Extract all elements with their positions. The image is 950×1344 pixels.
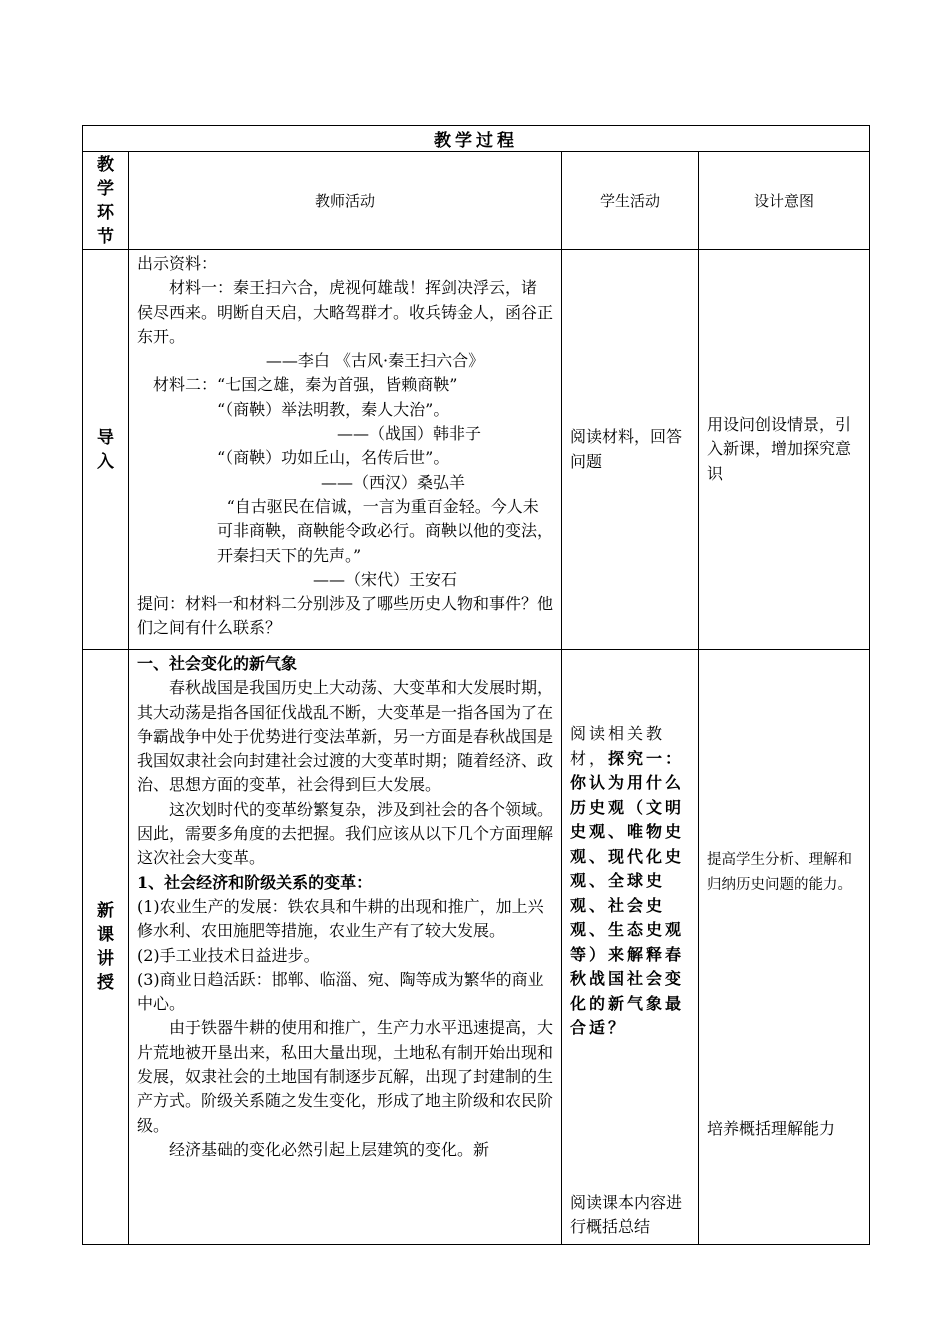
stage-intro-char: 入 xyxy=(97,451,114,472)
material-one: 材料一：秦王扫六合，虎视何雄哉！挥剑决浮云，诸侯尽西来。明断自天启，大略驾群才。收兵铸金人，函谷正东开。 xyxy=(137,278,554,346)
stage-intro xyxy=(83,250,129,650)
stage-new-lesson-char: 新 xyxy=(97,900,114,921)
list-item: (3)商业日趋活跃：邯郸、临淄、宛、陶等成为繁华的商业中心。 xyxy=(137,969,544,1014)
student-read-instruction: 阅读相关教材，探究一：你认为用什么历史观（文明史观、唯物史观、现代化史观、全球史观、社会史观、生态史观等）来解释春秋战国社会变化的新气象最合适？ xyxy=(570,724,685,1037)
header-student-activity: 学生活动 xyxy=(562,152,699,250)
header-stage-char: 教 xyxy=(97,154,114,175)
intent-analysis: 提高学生分析、理解和归纳历史问题的能力。 xyxy=(707,852,852,893)
stage-intro-char: 导 xyxy=(97,427,114,448)
student-summary-task: 阅读课本内容进行概括总结 xyxy=(570,1192,683,1236)
header-stage-char: 学 xyxy=(97,178,114,199)
paragraph: 这次划时代的变革纷繁复杂，涉及到社会的各个领域。因此，需要多角度的去把握。我们应该从以下几个方面理解这次社会大变革。 xyxy=(137,799,554,868)
inquiry-question: 探究一：你认为用什么历史观（文明史观、唯物史观、现代化史观、全球史观、社会史观、生态史观等）来解释春秋战国社会变化的新气象最合适？ xyxy=(570,748,685,1037)
intro-student-activity: 阅读材料，回答问题 xyxy=(562,250,699,650)
stage-new-lesson xyxy=(83,650,129,1245)
header-design-intent: 设计意图 xyxy=(699,152,870,250)
material-two-quote: “（商鞅）举法明教，秦人大治”。 xyxy=(217,399,450,419)
material-two-source: ——（宋代）王安石 xyxy=(313,569,458,589)
paragraph: 春秋战国是我国历史上大动荡、大变革和大发展时期，其大动荡是指各国征伐战乱不断，大变革是一指各国为了在争霸战争中处于优势进行变法革新，另一方面是春秋战国是我国奴隶社会向封建社会过渡的大变革时期；随着经济、政治、思想方面的变革，社会得到巨大发展。 xyxy=(137,678,554,795)
material-two-source: ——（西汉）桑弘羊 xyxy=(321,472,466,492)
material-two: 材料二：“七国之雄，秦为首强，皆赖商鞅” xyxy=(153,375,458,395)
new-lesson-student-activity xyxy=(562,650,699,1245)
section-heading: 一、社会变化的新气象 xyxy=(137,654,298,673)
material-two-quote: “（商鞅）功如丘山，名传后世”。 xyxy=(217,448,450,468)
table-title: 教学过程 xyxy=(83,126,870,152)
paragraph: 经济基础的变化必然引起上层建筑的变化。新 xyxy=(169,1139,490,1159)
paragraph: 由于铁器牛耕的使用和推广，生产力水平迅速提高，大片荒地被开垦出来，私田大量出现，土地私有制开始出现和发展，奴隶社会的土地国有制逐步瓦解，出现了封建制的生产方式。阶级关系随之发生变化，形成了地主阶级和农民阶级。 xyxy=(137,1018,554,1135)
teaching-process-table xyxy=(82,125,870,1245)
header-stage-char: 节 xyxy=(97,226,114,247)
intro-lead: 出示资料： xyxy=(137,254,218,273)
new-lesson-teacher-activity xyxy=(129,650,562,1245)
intro-design-intent: 用设问创设情景，引入新课，增加探究意识 xyxy=(699,250,870,650)
stage-new-lesson-char: 授 xyxy=(97,972,114,993)
list-item: (2)手工业技术日益进步。 xyxy=(137,945,320,965)
header-stage xyxy=(83,152,129,250)
material-two-source: ——（战国）韩非子 xyxy=(337,424,482,444)
stage-new-lesson-char: 课 xyxy=(97,924,114,945)
intent-summary: 培养概括理解能力 xyxy=(707,1119,836,1138)
header-stage-char: 环 xyxy=(97,202,114,223)
stage-new-lesson-char: 讲 xyxy=(97,948,114,969)
new-lesson-design-intent xyxy=(699,650,870,1245)
intro-teacher-activity xyxy=(129,250,562,650)
material-two-quote: “自古驱民在信诚，一言为重百金轻。今人未可非商鞅，商鞅能令政必行。商鞅以他的变法，开秦扫天下的先声。” xyxy=(217,496,554,565)
header-teacher-activity: 教师活动 xyxy=(129,152,562,250)
intro-question: 提问：材料一和材料二分别涉及了哪些历史人物和事件？他们之间有什么联系？ xyxy=(137,594,554,638)
list-item: (1)农业生产的发展：铁农具和牛耕的出现和推广，加上兴修水利、农田施肥等措施，农业生产有了较大发展。 xyxy=(137,896,544,941)
section-subheading: 1、社会经济和阶级关系的变革： xyxy=(137,872,373,892)
material-one-source: ——李白 《古风·秦王扫六合》 xyxy=(265,351,485,371)
